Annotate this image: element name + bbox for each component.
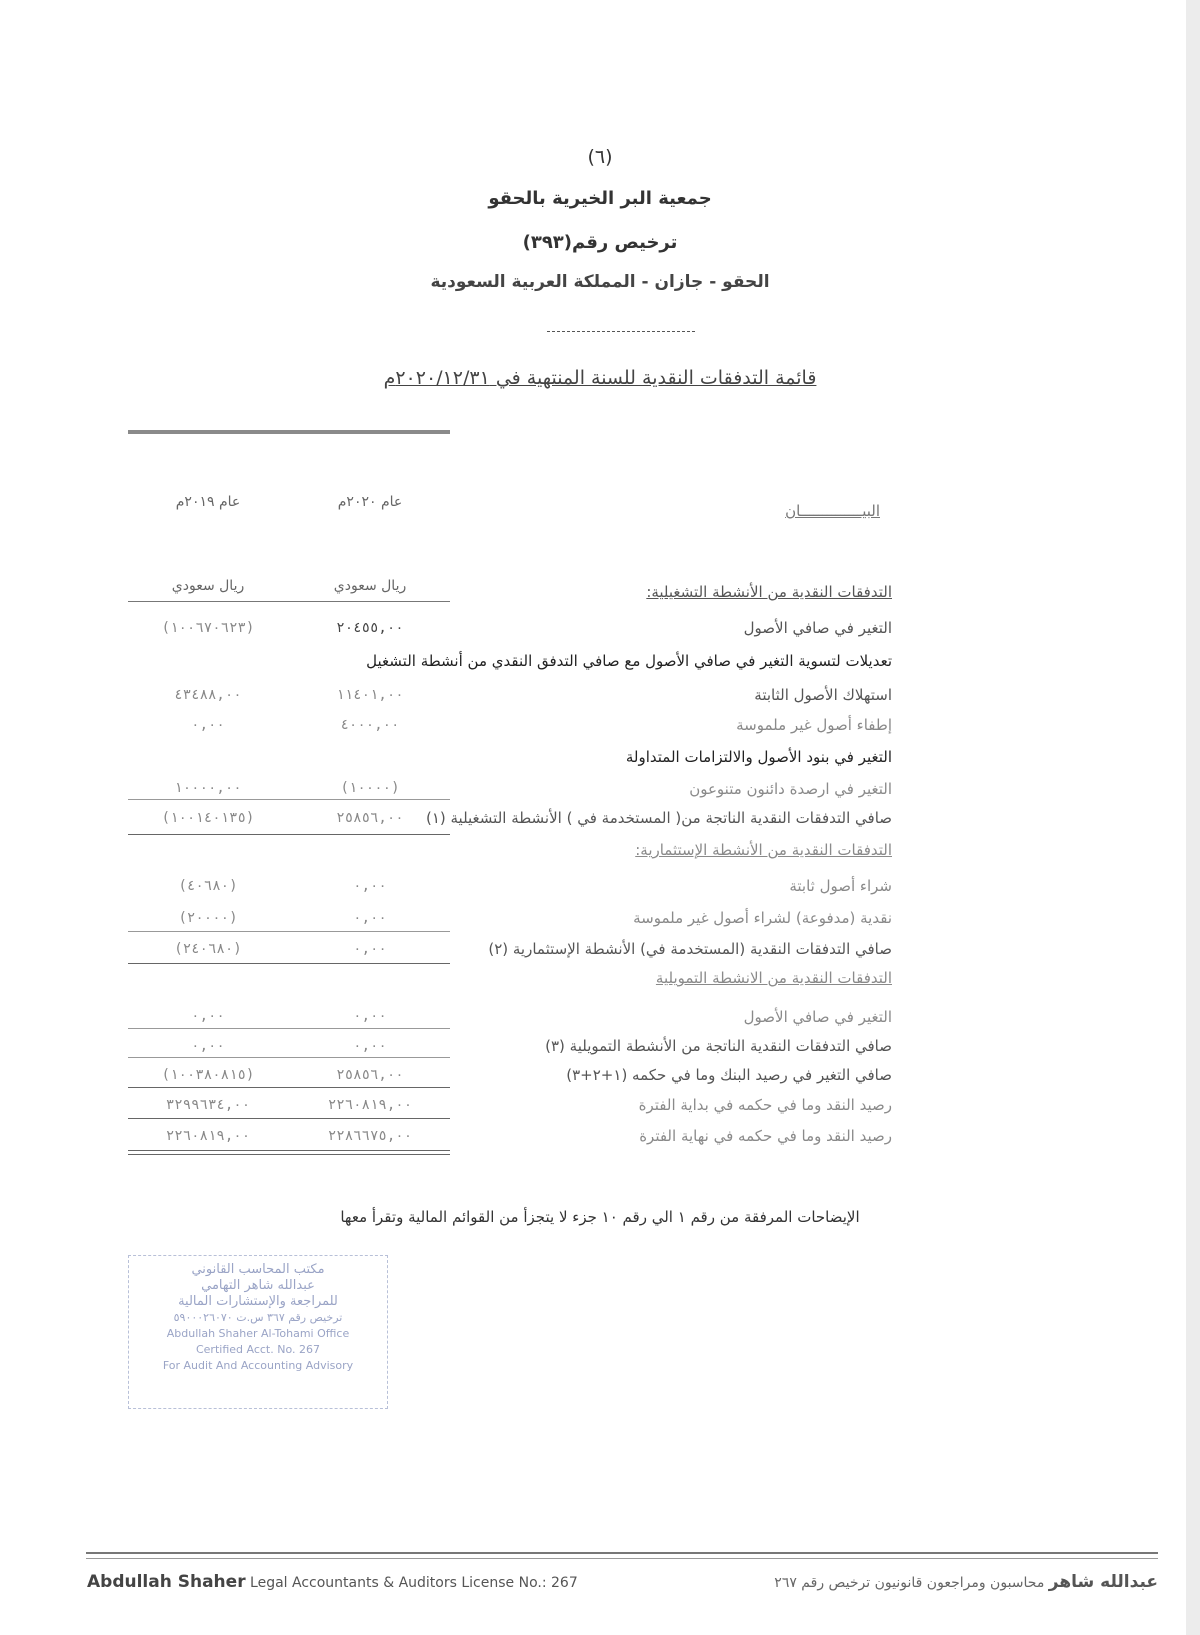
row-value-2019: ٢٢٦٠٨١٩,٠٠ [165, 1128, 251, 1144]
stamp-line: ترخيص رقم ٣٦٧ س.ت ٥٩٠٠٠٢٦٠٧٠ [173, 1311, 343, 1324]
row-value-2019: ٤٣٤٨٨,٠٠ [174, 687, 242, 703]
row-value-2020: ٠,٠٠ [353, 941, 387, 957]
footer-rule-thin [86, 1558, 1158, 1559]
row-label: صافي التدفقات النقدية الناتجة من( المستخدمة في ) الأنشطة التشغيلية (١) [425, 809, 892, 827]
footer-arabic [774, 1572, 1158, 1592]
row-rule [128, 799, 450, 800]
row-value-2020: ٢٠٤٥٥,٠٠ [336, 620, 404, 636]
currency-2020: ريال سعودي [333, 578, 407, 594]
footer-rule [86, 1552, 1158, 1554]
row-value-2020: ٢٥٨٥٦,٠٠ [336, 810, 404, 826]
row-label: صافي التغير في رصيد البنك وما في حكمه (١+٢+٣) [566, 1066, 892, 1084]
row-value-2019: (٤٠٦٨٠) [178, 878, 238, 894]
footer-firm-details-ar: محاسبون ومراجعون قانونيون ترخيص رقم ٢٦٧ [774, 1575, 1045, 1591]
row-value-2019: ٠,٠٠ [191, 717, 225, 733]
row-label: التغير في بنود الأصول والالتزامات المتداولة [625, 748, 892, 766]
row-label: تعديلات لتسوية التغير في صافي الأصول مع صافي التدفق النقدي من أنشطة التشغيل [366, 652, 892, 670]
footer-firm-name-ar: عبدالله شاهر [1048, 1572, 1158, 1592]
row-label: صافي التدفقات النقدية (المستخدمة في) الأنشطة الإستثمارية (٢) [488, 940, 892, 958]
row-value-2020: (١٠٠٠٠) [340, 780, 400, 796]
row-rule [128, 1057, 450, 1058]
location: الحقو - جازان - المملكة العربية السعودية [430, 272, 770, 292]
stamp-line: عبدالله شاهر التهامي [201, 1278, 315, 1293]
row-rule [128, 1118, 450, 1119]
footer-firm-details-en: Legal Accountants & Auditors License No.: 267 [250, 1575, 578, 1591]
row-value-2020: ٠,٠٠ [353, 878, 387, 894]
row-value-2020: ٢٢٦٠٨١٩,٠٠ [327, 1097, 413, 1113]
column-header-2020: عام ٢٠٢٠م [337, 494, 403, 510]
row-label: صافي التدفقات النقدية الناتجة من الأنشطة التمويلية (٣) [545, 1037, 892, 1055]
row-value-2019: (١٠٠٦٧٠٦٢٣) [161, 620, 255, 636]
row-value-2019: ١٠٠٠٠,٠٠ [174, 780, 242, 796]
row-rule [128, 1150, 450, 1151]
organization-name: جمعية البر الخيرية بالحقو [488, 188, 712, 209]
row-value-2020: ٤٠٠٠,٠٠ [340, 717, 400, 733]
row-value-2020: ٢٥٨٥٦,٠٠ [336, 1067, 404, 1083]
section-investing-heading: التدفقات النقدية من الأنشطة الإستثمارية: [635, 841, 892, 859]
row-value-2020: ٢٢٨٦٦٧٥,٠٠ [327, 1128, 413, 1144]
row-value-2020: ٠,٠٠ [353, 1008, 387, 1024]
footer-firm-name-en: Abdullah Shaher [87, 1572, 246, 1592]
row-value-2019: (١٠٠١٤٠١٣٥) [161, 810, 255, 826]
row-label: رصيد النقد وما في حكمه في نهاية الفترة [639, 1127, 892, 1145]
row-value-2019: ٠,٠٠ [191, 1038, 225, 1054]
auditor-stamp [128, 1255, 388, 1409]
row-value-2020: ١١٤٠١,٠٠ [336, 687, 404, 703]
statement-title: قائمة التدفقات النقدية للسنة المنتهية في ٢٠٢٠/١٢/٣١م [383, 367, 817, 389]
row-label: استهلاك الأصول الثابتة [754, 686, 892, 704]
stamp-line: Abdullah Shaher Al-Tohami Office [166, 1327, 350, 1340]
title-divider [547, 331, 695, 332]
row-rule [128, 834, 450, 835]
row-value-2019: (٢٠٠٠٠) [178, 910, 238, 926]
section-financing-heading: التدفقات النقدية من الانشطة التمويلية [655, 969, 892, 987]
row-value-2020: ٠,٠٠ [353, 1038, 387, 1054]
row-value-2019: (١٠٠٣٨٠٨١٥) [161, 1067, 255, 1083]
row-rule [128, 931, 450, 932]
row-value-2019: ٣٢٩٩٦٣٤,٠٠ [165, 1097, 251, 1113]
row-label: رصيد النقد وما في حكمه في بداية الفترة [638, 1096, 892, 1114]
row-value-2019: (٢٤٠٦٨٠) [174, 941, 242, 957]
row-label: التغير في ارصدة دائنون متنوعون [689, 780, 892, 798]
stamp-line: مكتب المحاسب القانوني [191, 1262, 325, 1277]
description-header: البيــــــــــــــان [785, 502, 880, 520]
stamp-line: For Audit And Accounting Advisory [162, 1359, 354, 1372]
license-number: ترخيص رقم(٣٩٣) [522, 232, 678, 253]
footer-english [87, 1572, 578, 1592]
currency-2019: ريال سعودي [171, 578, 245, 594]
table-top-rule [128, 430, 450, 434]
row-value-2019: ٠,٠٠ [191, 1008, 225, 1024]
row-rule [128, 1087, 450, 1088]
row-rule [128, 1028, 450, 1029]
row-rule-double [128, 1154, 450, 1155]
row-label: نقدية (مدفوعة) لشراء أصول غير ملموسة [633, 909, 892, 927]
row-label: شراء أصول ثابتة [789, 877, 892, 895]
notes-statement: الإيضاحات المرفقة من رقم ١ الي رقم ١٠ جزء لا يتجزأ من القوائم المالية وتقرأ معها [340, 1208, 860, 1226]
section-operating-heading: التدفقات النقدية من الأنشطة التشغيلية: [646, 583, 892, 601]
stamp-line: Certified Acct. No. 267 [195, 1343, 320, 1356]
row-rule [128, 963, 450, 964]
row-label: إطفاء أصول غير ملموسة [736, 716, 892, 734]
row-label: التغير في صافي الأصول [743, 1008, 892, 1026]
stamp-line: للمراجعة والإستشارات المالية [178, 1294, 338, 1309]
header-rule [128, 601, 450, 602]
row-label: التغير في صافي الأصول [743, 619, 892, 637]
column-header-2019: عام ٢٠١٩م [175, 494, 241, 510]
page-number: (٦) [587, 146, 613, 168]
row-value-2020: ٠,٠٠ [353, 910, 387, 926]
